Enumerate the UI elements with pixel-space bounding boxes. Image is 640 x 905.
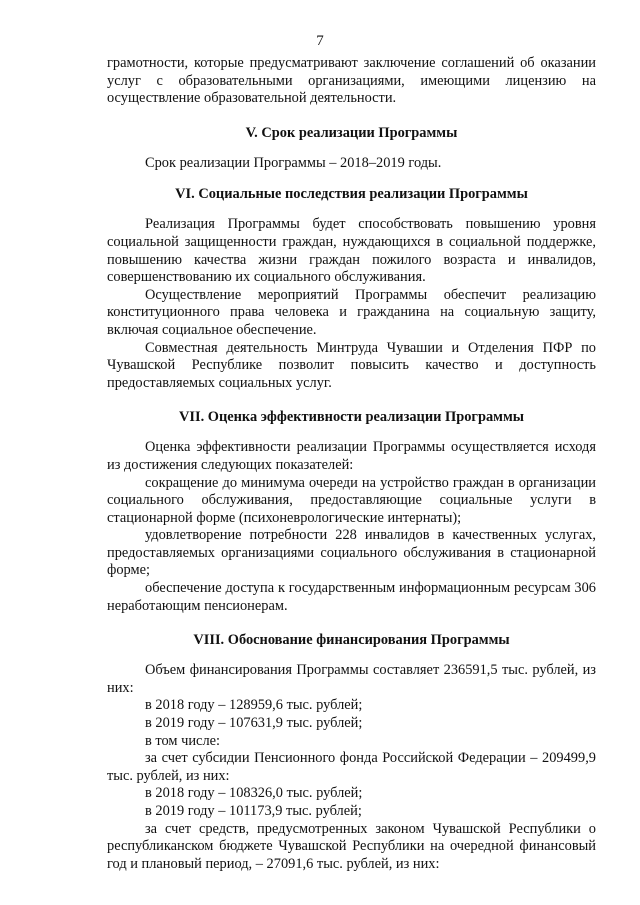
section-6-paragraph-1: Реализация Программы будет способствовать повышению уровня социальной защищенности граждан, нуждающихся в социальной поддержке, повышению качества жизни граждан пожилого возраста и инвалидов, совершенствованию их социального обслуживания. [107,216,596,286]
document-body [107,55,596,873]
section-7-paragraph-2: сокращение до минимума очереди на устройство граждан в организации социального обслуживания, предоставляющие социальные услуги в стационарной форме (психоневрологические интернаты); [107,474,596,526]
page-number: 7 [316,33,324,49]
section-7-title: VII. Оценка эффективности реализации Программы [178,409,524,426]
section-8-paragraph-1: Объем финансирования Программы составляет 236591,5 тыс. рублей, из них: [107,662,596,696]
section-8-line-2: в 2019 году – 107631,9 тыс. рублей; [145,715,363,732]
section-7-paragraph-3: удовлетворение потребности 228 инвалидов в качественных услугах, предоставляемых организациями социального обслуживания в стационарной форме; [107,527,596,579]
section-7-paragraph-1: Оценка эффективности реализации Программы осуществляется исходя из достижения следующих показателей: [107,439,596,473]
section-8-paragraph-3: за счет средств, предусмотренных законом Чувашской Республики о республиканском бюджете Чувашской Республики на очередной финансовый год и плановый период, – 27091,6 тыс. рублей, из них: [107,820,596,872]
section-5-title: V. Срок реализации Программы [245,124,458,141]
section-5-text: Срок реализации Программы – 2018–2019 годы. [145,154,442,171]
section-6-paragraph-3: Совместная деятельность Минтруда Чувашии и Отделения ПФР по Чувашской Республике позволит повысить качество и доступность предоставляемых социальных услуг. [107,339,596,391]
section-8-line-3: в том числе: [145,732,221,749]
section-8-paragraph-2: за счет субсидии Пенсионного фонда Российской Федерации – 209499,9 тыс. рублей, из них: [107,750,596,784]
section-7-paragraph-4: обеспечение доступа к государственным информационным ресурсам 306 неработающим пенсионерам. [107,580,596,614]
intro-paragraph: грамотности, которые предусматривают заключение соглашений об оказании услуг с образовательными организациями, имеющими лицензию на осуществление образовательной деятельности. [107,55,596,107]
section-6-paragraph-2: Осуществление мероприятий Программы обеспечит реализацию конституционного права человека и гражданина на социальную защиту, включая социальное обеспечение. [107,286,596,338]
section-8-line-4: в 2018 году – 108326,0 тыс. рублей; [145,785,363,802]
section-8-line-1: в 2018 году – 128959,6 тыс. рублей; [145,697,363,714]
section-8-title: VIII. Обоснование финансирования Программы [193,632,510,649]
section-6-title: VI. Социальные последствия реализации Программы [175,186,528,203]
section-8-line-5: в 2019 году – 101173,9 тыс. рублей; [145,803,362,819]
